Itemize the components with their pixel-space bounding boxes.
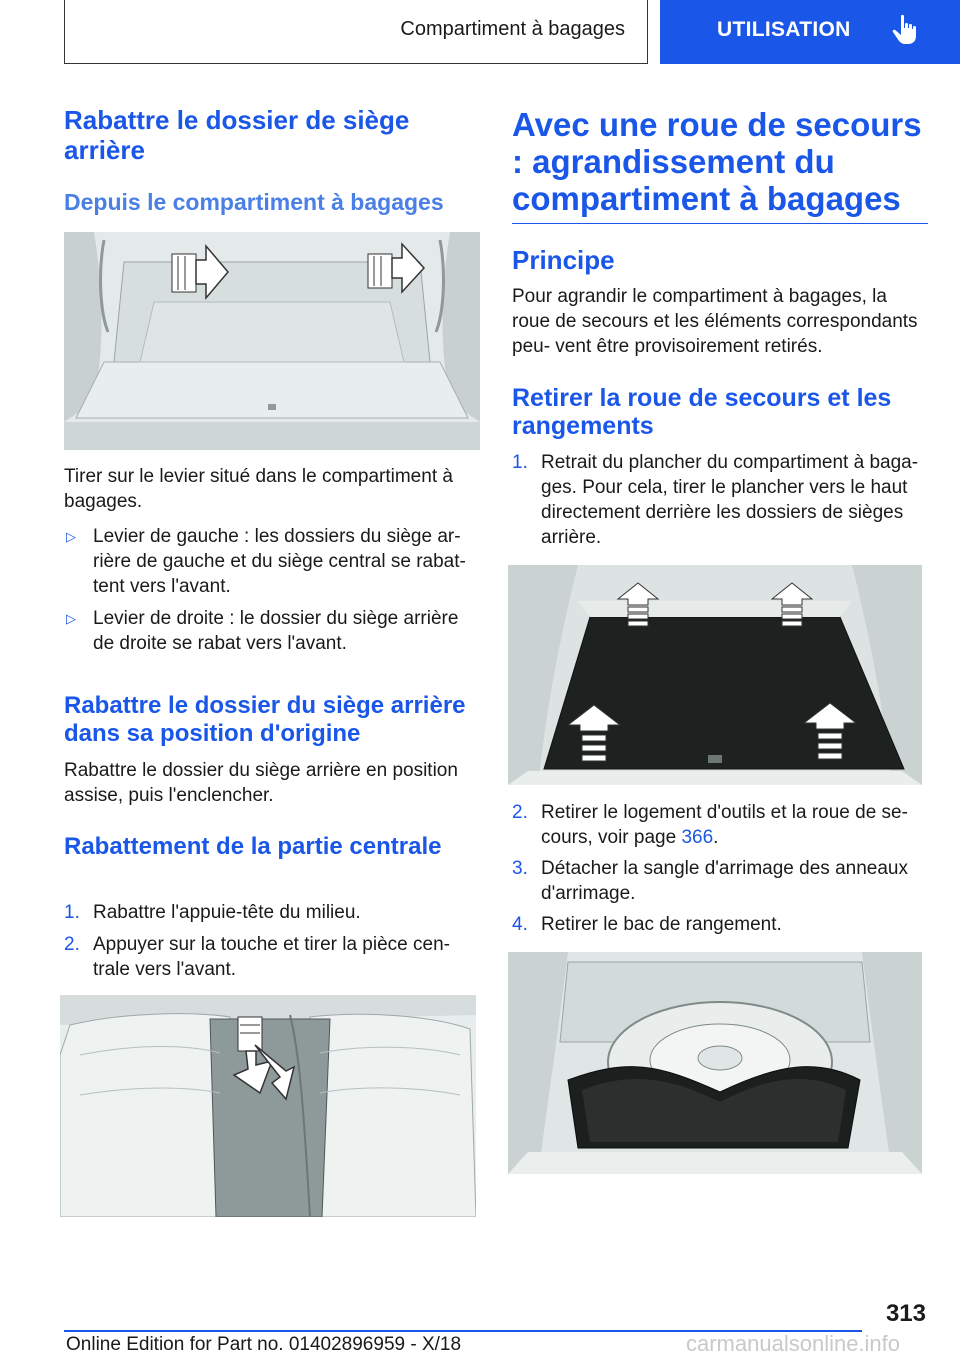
page-link[interactable]: 366 <box>681 827 714 848</box>
left-intro-text: Tirer sur le levier situé dans le compartiment à bagages. <box>64 466 453 512</box>
step-text: Détacher la sangle d'arrimage des anneaux d'arrimage. <box>541 858 908 904</box>
trunk-floor-figure <box>508 565 922 785</box>
step-text: Appuyer sur la touche et tirer la pièce cen‐ trale vers l'avant. <box>93 934 450 980</box>
hand-pointer-icon <box>892 14 922 46</box>
left-section2-title: Rabattre le dossier du siège arrière dans sa position d'origine <box>64 692 466 747</box>
left-subtitle: Depuis le compartiment à bagages <box>64 189 444 215</box>
header-chapter-label: UTILISATION <box>717 18 851 41</box>
header-chapter-tab[interactable] <box>660 0 960 64</box>
header-section-title: Compartiment à bagages <box>400 18 625 40</box>
footer-edition: Online Edition for Part no. 01402896959 - X/18 <box>66 1334 462 1355</box>
step-text-end: . <box>713 827 719 848</box>
watermark: carmanualsonline.info <box>686 1331 901 1356</box>
spare-wheel-figure <box>508 952 922 1174</box>
page-number: 313 <box>885 1300 926 1327</box>
step-number: 1. <box>512 452 528 473</box>
bullet-text: Levier de gauche : les dossiers du siège ar‐ rière de gauche et du siège central se rabat‐ tent vers l'avant. <box>93 526 466 597</box>
left-section3-title: Rabattement de la partie centrale <box>64 833 442 860</box>
principe-title: Principe <box>512 245 615 275</box>
header-section-box <box>64 0 648 64</box>
triangle-bullet-icon: ▷ <box>66 611 76 626</box>
step-number: 2. <box>64 934 80 955</box>
step-number: 1. <box>64 902 80 923</box>
step-text <box>541 800 928 850</box>
step-text-part: Retirer le logement d'outils et la roue de se‐ cours, voir page <box>541 802 908 848</box>
triangle-bullet-icon: ▷ <box>66 529 76 544</box>
trunk-seat-levers-figure <box>64 232 480 450</box>
principe-text: Pour agrandir le compartiment à bagages, la roue de secours et les éléments correspondants peu‐ vent être provisoirement retirés. <box>512 286 918 357</box>
step-number: 2. <box>512 802 528 823</box>
rear-seat-center-figure <box>60 995 476 1217</box>
step-text: Retirer le bac de rangement. <box>541 914 782 935</box>
left-section2-text: Rabattre le dossier du siège arrière en position assise, puis l'enclencher. <box>64 760 458 806</box>
remove-step-1 <box>512 450 928 550</box>
remove-title: Retirer la roue de secours et les rangements <box>512 384 892 440</box>
step-text: Rabattre l'appuie-tête du milieu. <box>93 902 361 923</box>
step-number: 4. <box>512 914 528 935</box>
left-title: Rabattre le dossier de siège arrière <box>64 105 410 165</box>
bullet-text: Levier de droite : le dossier du siège arrière de droite se rabat vers l'avant. <box>93 608 459 654</box>
step-number: 3. <box>512 858 528 879</box>
right-title: Avec une roue de secours : agrandissement du compartiment à bagages <box>512 106 928 224</box>
step-text: Retrait du plancher du compartiment à baga‐ ges. Pour cela, tirer le plancher vers le haut directement derrière les dossiers de sièges arrière. <box>541 452 919 548</box>
